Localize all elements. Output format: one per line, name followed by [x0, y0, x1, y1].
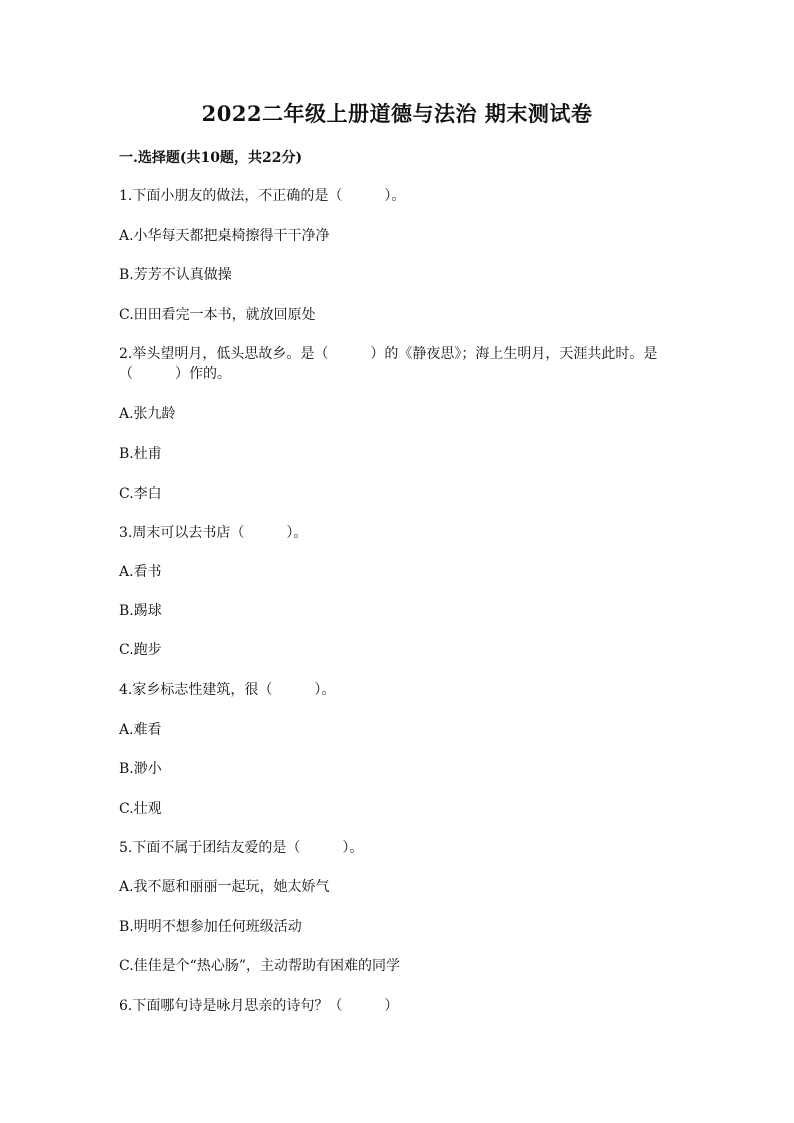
question-4-option-b: B.渺小: [119, 761, 162, 777]
question-2-option-c: C.李白: [119, 486, 162, 502]
question-1-option-a: A.小华每天都把桌椅擦得干干净净: [119, 228, 330, 244]
question-2-option-b: B.杜甫: [119, 446, 162, 462]
question-3: 3.周末可以去书店（ ）。: [119, 525, 308, 541]
question-1: 1.下面小朋友的做法，不正确的是（ ）。: [119, 188, 406, 204]
question-4: 4.家乡标志性建筑，很（ ）。: [119, 682, 336, 698]
question-5: 5.下面不属于团结友爱的是（ ）。: [119, 840, 364, 856]
question-1-option-c: C.田田看完一本书，就放回原处: [119, 307, 316, 323]
question-6: 6.下面哪句诗是咏月思亲的诗句？（ ）: [119, 998, 399, 1014]
question-3-option-c: C.跑步: [119, 642, 162, 658]
question-5-option-c: C.佳佳是个“热心肠”，主动帮助有困难的同学: [119, 958, 400, 974]
question-1-option-b: B.芳芳不认真做操: [119, 267, 232, 283]
question-2: 2.举头望明月，低头思故乡。是（ ）的《静夜思》；海上生明月，天涯共此时。是（ ）作的。: [119, 346, 658, 382]
question-5-option-b: B.明明不想参加任何班级活动: [119, 919, 302, 935]
question-4-option-c: C.壮观: [119, 801, 162, 817]
question-3-option-b: B.踢球: [119, 603, 162, 619]
question-4-option-a: A.难看: [119, 722, 162, 738]
page-title: 2022二年级上册道德与法治 期末测试卷: [201, 101, 593, 126]
question-5-option-a: A.我不愿和丽丽一起玩，她太娇气: [119, 879, 330, 895]
question-3-option-a: A.看书: [119, 564, 162, 580]
question-2-option-a: A.张九龄: [119, 406, 176, 422]
section-heading: 一.选择题(共10题，共22分): [119, 150, 303, 166]
